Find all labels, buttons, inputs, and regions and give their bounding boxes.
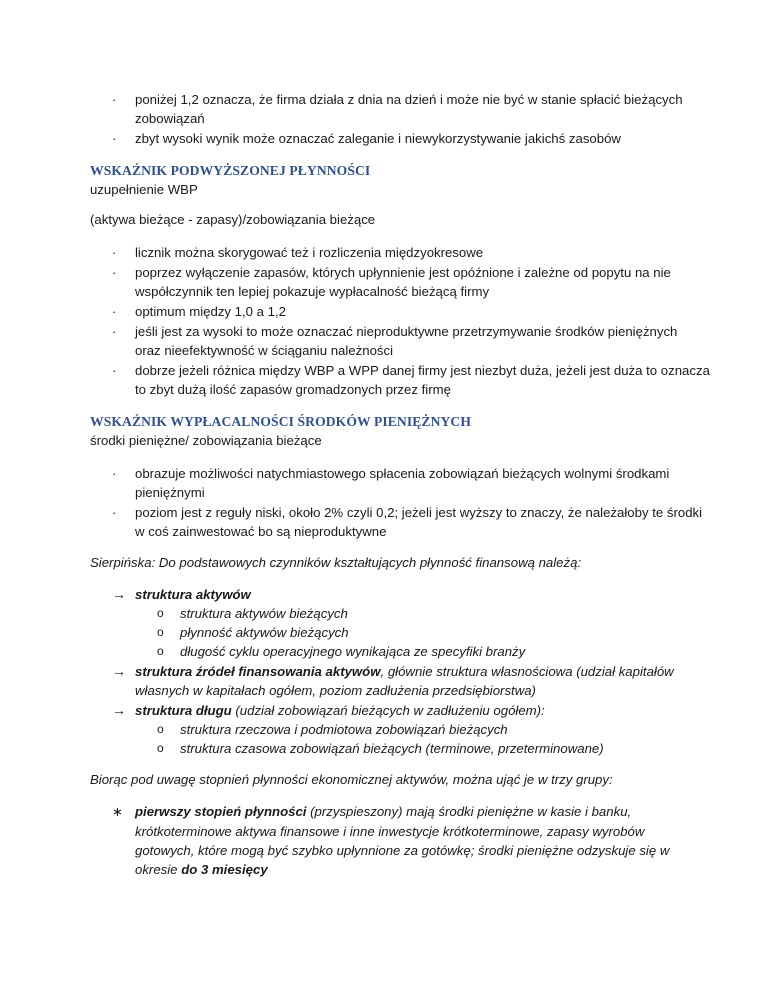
list-item-continuation: w coś zainwestować bo są nieproduktywne [135,524,387,539]
list-item-continuation: krótkoterminowe aktywa finansowe i inne inwestycje krótkoterminowe, zapasy wyrobów [135,824,645,839]
circle-bullet-icon: o [157,741,164,755]
bullet-icon: · [112,245,117,260]
sub-list-item: struktura rzeczowa i podmiotowa zobowiązań bieżących [180,722,508,737]
list-item: poniżej 1,2 oznacza, że firma działa z dnia na dzień i może nie być w stanie spłacić bieżących [135,92,683,107]
section-subtitle: środki pieniężne/ zobowiązania bieżące [90,433,322,448]
list-item: dobrze jeżeli różnica między WBP a WPP danej firmy jest niezbyt duża, jeżeli jest duża to oznacza [135,363,710,378]
bullet-icon: · [112,466,117,481]
sub-list-item: struktura czasowa zobowiązań bieżących (terminowe, przeterminowane) [180,741,604,756]
circle-bullet-icon: o [157,722,164,736]
list-item-bold: struktura aktywów [135,587,251,602]
list-item-continuation [135,860,268,879]
sub-list-item: struktura aktywów bieżących [180,606,348,621]
list-item-bold: struktura długu [135,703,232,718]
list-item: jeśli jest za wysoki to może oznaczać nieproduktywne przetrzymywanie środków pieniężnych [135,324,678,339]
list-item: licznik można skorygować też i rozliczenia międzyokresowe [135,245,484,260]
section-subtitle: uzupełnienie WBP [90,182,198,197]
list-item-bold: do 3 miesięcy [181,862,268,877]
list-item-continuation: zobowiązań [135,111,205,126]
circle-bullet-icon: o [157,625,164,639]
list-item-bold: struktura źródeł finansowania aktywów [135,664,381,679]
section-heading: WSKAŹNIK WYPŁACALNOŚCI ŚRODKÓW PIENIĘŻNYCH [90,414,471,429]
list-item: zbyt wysoki wynik może oznaczać zaleganie i niewykorzystywanie jakichś zasobów [135,131,621,146]
bullet-icon: · [112,131,117,146]
arrow-icon: → [112,702,126,718]
bullet-icon: · [112,265,117,280]
arrow-icon: → [112,586,126,602]
list-item [135,662,674,681]
bullet-icon: · [112,505,117,520]
list-item: poziom jest z reguły niski, około 2% czyli 0,2; jeżeli jest wyższy to znaczy, że należałoby te środki [135,505,703,520]
list-item: poprzez wyłączenie zapasów, których upłynnienie jest opóźnione i zależne od popytu na nie [135,265,671,280]
sub-list-item: długość cyklu operacyjnego wynikająca ze specyfiki branży [180,644,526,659]
bullet-icon: · [112,304,117,319]
bullet-icon: · [112,363,117,378]
asterisk-bullet-icon: ∗ [112,804,123,819]
circle-bullet-icon: o [157,606,164,620]
sub-list-item: płynność aktywów bieżących [180,625,349,640]
paragraph-intro: Biorąc pod uwagę stopnień płynności ekonomicznej aktywów, można ująć je w trzy grupy: [90,772,613,787]
list-item-rest: (przyspieszony) mają środki pieniężne w kasie i banku, [306,804,632,819]
formula: (aktywa bieżące - zapasy)/zobowiązania bieżące [90,212,376,227]
list-item-bold: pierwszy stopień płynności [135,804,307,819]
bullet-icon: · [112,324,117,339]
arrow-icon: → [112,663,126,679]
list-item-rest: (udział zobowiązań bieżących w zadłużeniu ogółem): [231,703,545,718]
list-item-continuation: to zbyt dużą ilość zapasów gromadzonych przez firmę [135,382,451,397]
list-item-continuation: pieniężnymi [135,485,205,500]
list-item-continuation: współczynnik ten lepiej pokazuje wypłacalność bieżącą firmy [135,284,490,299]
list-item [135,701,545,720]
list-item [135,802,631,821]
list-item: obrazuje możliwości natychmiastowego spłacenia zobowiązań bieżących wolnymi środkami [135,466,670,481]
list-item-continuation: własnych w kapitałach ogółem, poziom zadłużenia przedsiębiorstwa) [135,683,536,698]
section-heading: WSKAŹNIK PODWYŻSZONEJ PŁYNNOŚCI [90,163,371,178]
bullet-icon: · [112,92,117,107]
list-item-continuation: gotowych, które mogą być szybko upłynnione za gotówkę; środki pieniężne odzyskuje się w [135,843,670,858]
paragraph-intro: Sierpińska: Do podstawowych czynników kształtujących płynność finansową należą: [90,555,582,570]
circle-bullet-icon: o [157,644,164,658]
list-item-continuation: oraz nieefektywność w ściąganiu należności [135,343,394,358]
list-item-rest: okresie [135,862,182,877]
list-item: optimum między 1,0 a 1,2 [135,304,286,319]
list-item-rest: , głównie struktura własnościowa (udział kapitałów [380,664,674,679]
